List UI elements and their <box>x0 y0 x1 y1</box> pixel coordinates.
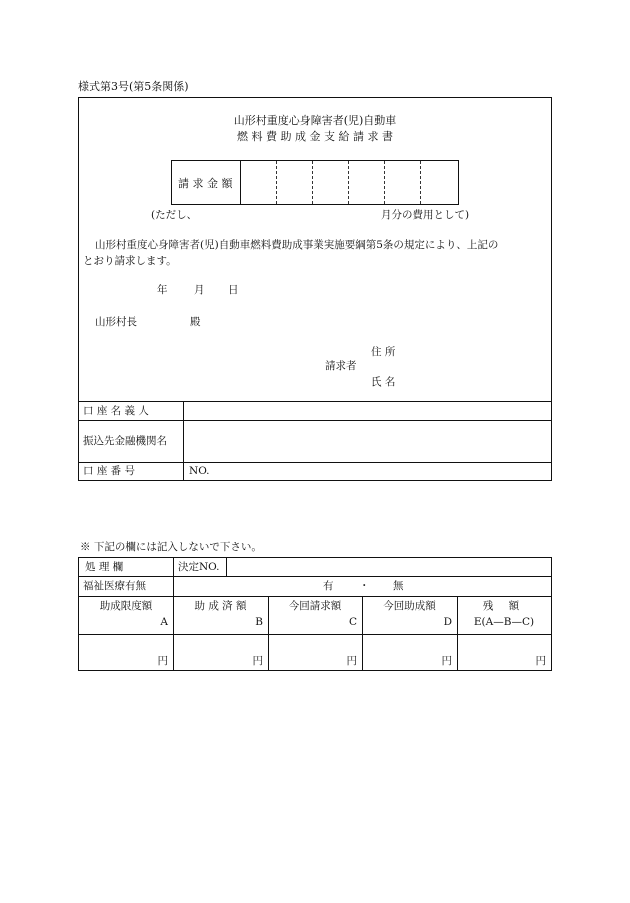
decision-number-field[interactable] <box>228 559 549 575</box>
limit-amount-code: A <box>160 616 168 628</box>
period-open: (ただし、 <box>151 209 198 221</box>
current-grant-unit: 円 <box>441 655 452 667</box>
account-number-value: NO. <box>189 465 210 477</box>
bank-name-label: 振込先金融機関名 <box>83 435 167 447</box>
digit-divider <box>312 161 313 204</box>
form-number: 様式第3号(第5条関係) <box>78 80 189 93</box>
limit-amount-unit: 円 <box>157 655 168 667</box>
account-number-field[interactable] <box>209 464 549 479</box>
bank-top-border <box>79 401 551 402</box>
office-row-border <box>79 596 551 597</box>
account-number-label: 口 座 番 号 <box>83 465 136 477</box>
bank-column-divider <box>183 401 184 480</box>
account-holder-field[interactable] <box>185 403 549 419</box>
current-grant-header: 今回助成額 <box>383 600 436 612</box>
date-year-label: 年 <box>157 284 168 296</box>
current-grant-code: D <box>443 616 452 628</box>
amount-box[interactable] <box>171 160 459 205</box>
addressee-name: 山形村長 <box>95 316 137 328</box>
date-month-label: 月 <box>194 284 205 296</box>
requester-label: 請求者 <box>325 360 357 372</box>
balance-unit: 円 <box>535 655 546 667</box>
medical-no[interactable]: 無 <box>393 580 404 592</box>
form-title-line-1: 山形村重度心身障害者(児)自動車 <box>233 114 397 127</box>
digit-divider <box>420 161 421 204</box>
limit-amount-header: 助成限度額 <box>99 600 153 612</box>
digit-divider <box>348 161 349 204</box>
form-title-line-2: 燃 料 費 助 成 金 支 給 請 求 書 <box>237 130 393 143</box>
medical-separator: ・ <box>359 580 370 592</box>
paid-amount-header: 助 成 済 額 <box>194 600 247 612</box>
current-request-header: 今回請求額 <box>288 600 342 612</box>
requester-address-label: 住 所 <box>371 346 396 358</box>
balance-header: 残 額 <box>482 600 526 612</box>
digit-divider <box>276 161 277 204</box>
request-form <box>78 97 552 481</box>
date-day-label: 日 <box>228 284 239 296</box>
account-holder-label: 口 座 名 義 人 <box>83 405 149 417</box>
current-request-unit: 円 <box>346 655 357 667</box>
digit-divider <box>384 161 385 204</box>
period-close: 月分の費用として) <box>381 209 470 221</box>
medical-label: 福祉医療有無 <box>83 580 146 592</box>
paid-amount-code: B <box>255 616 263 628</box>
office-row-border <box>79 634 551 635</box>
office-use-table <box>78 557 552 671</box>
office-label-divider <box>173 558 174 596</box>
office-use-note: ※ 下記の欄には記入しないで下さい。 <box>80 541 262 553</box>
body-text-line-2: とおり請求します。 <box>83 255 177 267</box>
paid-amount-unit: 円 <box>252 655 263 667</box>
bank-row-border <box>79 420 551 421</box>
office-row-border <box>79 576 551 577</box>
amount-label: 請 求 金 額 <box>178 177 233 190</box>
bank-row-border <box>79 462 551 463</box>
amount-divider <box>240 161 241 204</box>
decision-label: 決定NO. <box>178 561 220 573</box>
body-text-line-1: 山形村重度心身障害者(児)自動車燃料費助成事業実施要綱第5条の規定により、上記の <box>95 239 499 251</box>
balance-code: E(A—B—C) <box>473 616 535 628</box>
requester-name-label: 氏 名 <box>371 376 396 388</box>
current-request-code: C <box>348 616 357 628</box>
processing-label: 処 理 欄 <box>85 561 124 573</box>
addressee-honorific: 殿 <box>190 316 201 328</box>
decision-divider <box>226 558 227 576</box>
medical-yes[interactable]: 有 <box>323 580 334 592</box>
bank-name-field[interactable] <box>185 422 549 461</box>
